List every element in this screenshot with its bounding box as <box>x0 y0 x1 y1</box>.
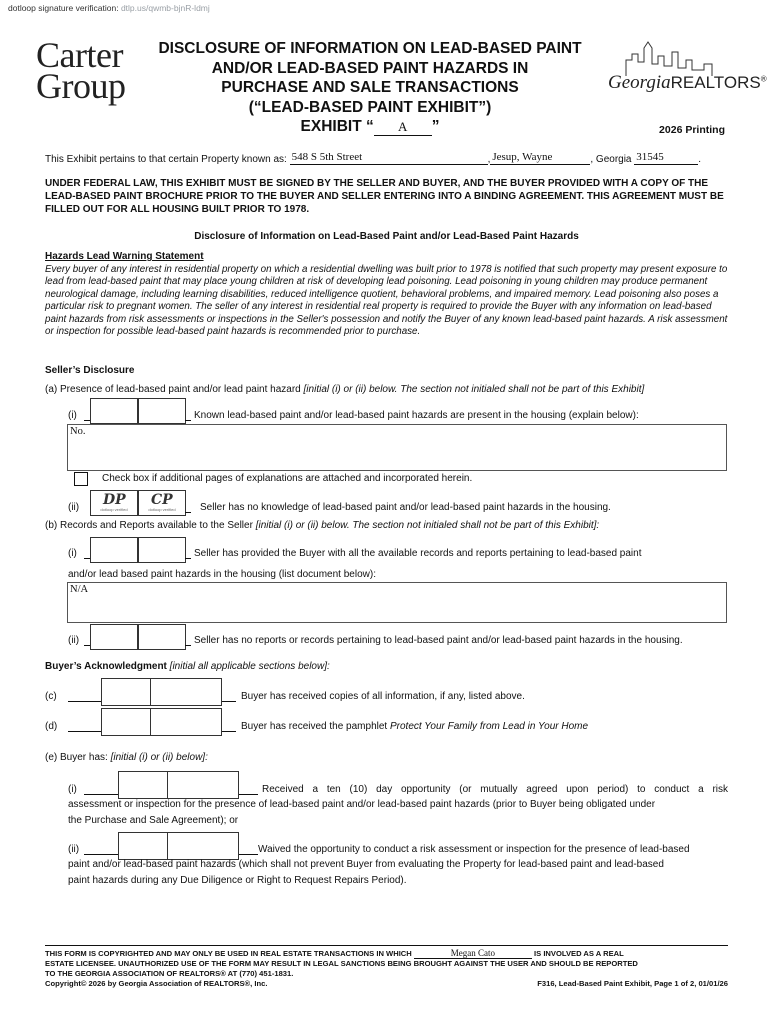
footer-line-2: ESTATE LICENSEE. UNAUTHORIZED USE OF THE FORM MAY RESULT IN LEGAL SANCTIONS BEING BROUGHT AGAINST THE USER AND SHOULD BE REPORTED <box>45 959 638 968</box>
hazards-title: Hazards Lead Warning Statement <box>45 251 204 262</box>
seller-a-ii-text: Seller has no knowledge of lead-based paint and/or lead-based paint hazards in the housing. <box>200 502 611 513</box>
buyer-e-ii-label: (ii) <box>68 844 80 855</box>
footer-copyright: Copyright© 2026 by Georgia Association of REALTORS®, Inc. <box>45 979 268 988</box>
seller-b-note: [initial (i) or (ii) below. The section not initialed shall not be part of this Exhibit]: <box>255 520 600 531</box>
seller-initials-dp: DP <box>103 492 126 508</box>
buyer-d-initial-2[interactable] <box>150 708 222 736</box>
seller-a-ii-label: (ii) <box>68 502 80 513</box>
federal-law-warning: UNDER FEDERAL LAW, THIS EXHIBIT MUST BE SIGNED BY THE SELLER AND BUYER, AND THE BUYER PROVIDED WITH A COPY OF THE LEAD-BASED PAINT BROCHURE PRIOR TO THE BUYER AND SELLER ENTERING INTO A BINDING AGREEMENT. THIS AGREEMENT MUST BE FILLED OUT FOR ALL HOUSING BUILT PRIOR TO 1978. <box>45 178 724 215</box>
property-zip-field[interactable]: 31545 <box>634 151 698 165</box>
seller-b-i-label: (i) <box>68 548 77 559</box>
buyer-e-label: (e) <box>45 752 58 763</box>
footer-line-4 <box>45 979 728 989</box>
pamphlet-title: Protect Your Family from Lead in Your Home <box>389 721 589 732</box>
seller-initials-cp: CP <box>151 492 173 508</box>
seller-a-i-text: Known lead-based paint and/or lead-based paint hazards are present in the housing (explain below): <box>194 410 639 421</box>
georgia-label: , Georgia <box>590 154 632 165</box>
form-title <box>130 39 610 117</box>
registered-mark: ® <box>760 74 767 84</box>
buyer-e-note: [initial (i) or (ii) below]: <box>110 752 208 763</box>
seller-b-i-documents-field[interactable]: N/A <box>67 582 727 623</box>
buyer-c-initial-2[interactable] <box>150 678 222 706</box>
seller-a-text: Presence of lead-based paint and/or lead paint hazard <box>60 384 304 395</box>
footer-line-1 <box>45 948 728 959</box>
georgia-script-text: Georgia <box>608 72 671 93</box>
footer-line-1b: IS INVOLVED AS A REAL <box>534 949 624 958</box>
title-line-3: PURCHASE AND SALE TRANSACTIONS <box>221 79 519 96</box>
disclosure-heading: Disclosure of Information on Lead-Based Paint and/or Lead-Based Paint Hazards <box>194 231 579 242</box>
georgia-realtors-logo <box>608 40 767 102</box>
exhibit-letter-field[interactable]: A <box>374 119 432 136</box>
property-prefix: This Exhibit pertains to that certain Property known as: <box>45 154 287 165</box>
seller-b-ii-text: Seller has no reports or records pertaining to lead-based paint and/or lead-based paint hazards in the housing. <box>194 635 683 646</box>
property-address-field[interactable]: 548 S 5th Street <box>290 151 488 165</box>
buyer-e-text: Buyer has: <box>60 752 111 763</box>
seller-b-text: Records and Reports available to the Seller <box>60 520 256 531</box>
additional-pages-text: Check box if additional pages of explanations are attached and incorporated herein. <box>102 473 473 484</box>
buyer-e-i-label: (i) <box>68 784 77 795</box>
buyer-e-i-initial-2[interactable] <box>167 771 239 799</box>
exhibit-prefix: EXHIBIT “ <box>300 118 374 135</box>
additional-pages-checkbox[interactable] <box>74 472 88 486</box>
logo-carter-text: Carter <box>36 35 123 75</box>
dotloop-verified-stamp-2: dotloop verified <box>148 507 176 512</box>
buyer-e-ii-initial-2[interactable] <box>167 832 239 860</box>
property-line: This Exhibit pertains to that certain Property known as: 548 S 5th Street , Jesup, Wayne , Georgia 31545 . <box>45 151 702 165</box>
skyline-icon <box>608 40 738 76</box>
property-end: . <box>698 154 702 165</box>
buyer-d-line <box>241 721 588 732</box>
carter-group-logo <box>36 35 126 106</box>
title-line-1: DISCLOSURE OF INFORMATION ON LEAD-BASED PAINT <box>158 40 582 57</box>
buyer-e-i-text-3: the Purchase and Sale Agreement); or <box>68 815 239 826</box>
georgia-realtors-wordmark <box>608 72 767 94</box>
exhibit-suffix: ” <box>431 118 440 135</box>
verification-link[interactable]: dtlp.us/qwmb-bjnR-ldmj <box>120 3 210 13</box>
seller-b-ii-label: (ii) <box>68 635 80 646</box>
buyer-d-label: (d) <box>45 721 58 732</box>
buyer-e-ii-text-3: paint hazards during any Due Diligence or Right to Request Repairs Period). <box>68 875 407 886</box>
copyright-footer <box>45 945 728 989</box>
seller-b-i-text: Seller has provided the Buyer with all the available records and reports pertaining to lead-based paint <box>194 548 642 559</box>
buyer-d-text: Buyer has received the pamphlet <box>241 721 390 732</box>
footer-form-id: F316, Lead-Based Paint Exhibit, Page 1 of 2, 01/01/26 <box>537 979 728 988</box>
seller-a-i-explanation-field[interactable]: No. <box>67 424 727 471</box>
footer-line-1a: THIS FORM IS COPYRIGHTED AND MAY ONLY BE USED IN REAL ESTATE TRANSACTIONS IN WHICH <box>45 949 412 958</box>
hazards-statement: Every buyer of any interest in residential property on which a residential dwelling was built prior to 1978 is notified that such property may present exposure to lead from lead-based paint that may place young children at risk of developing lead poisoning. Lead poisoning in young children may produce permanent neurological damage, including learning disabilities, reduced intelligence quotient, behavioral problems, and impaired memory. Lead poisoning also poses a particular risk to pregnant women. The seller of any interest in residential real property is required to provide the Buyer with any information on lead-based paint hazards from risk assessments or inspections in the Seller's possession and notify the Buyer of any known lead-based paint hazards. A risk assessment or inspection for possible lead-based paint hazards is recommended prior to purchase. <box>45 264 728 338</box>
seller-b-i-text-2: and/or lead based paint hazards in the housing (list document below): <box>68 569 376 580</box>
dotloop-verified-stamp-1: dotloop verified <box>100 507 128 512</box>
seller-b-label: (b) <box>45 520 58 531</box>
seller-b-i-initial-1[interactable] <box>90 537 138 563</box>
licensee-name-field[interactable]: Megan Cato <box>414 948 532 959</box>
seller-a-i-label: (i) <box>68 410 77 421</box>
buyer-e-i-text-2: assessment or inspection for the presence of lead-based paint and/or lead-based paint hazards (prior to Buyer being obligated under <box>68 799 656 810</box>
seller-b-ii-initial-1[interactable] <box>90 624 138 650</box>
seller-b-i-initial-2[interactable] <box>138 537 186 563</box>
title-line-2: AND/OR LEAD-BASED PAINT HAZARDS IN <box>211 59 529 77</box>
buyer-e-ii-text-1: Waived the opportunity to conduct a risk assessment or inspection for the presence of lead-based <box>258 844 690 855</box>
seller-a-i-initial-2[interactable] <box>138 398 186 424</box>
dotloop-verification <box>8 3 210 13</box>
logo-group-text: Group <box>36 66 126 106</box>
buyer-ack-heading-line <box>45 661 330 672</box>
seller-a-i-initial-1[interactable] <box>90 398 138 424</box>
seller-b-line <box>45 520 599 531</box>
footer-line-3: TO THE GEORGIA ASSOCIATION OF REALTORS® AT (770) 451-1831. <box>45 969 294 978</box>
buyer-c-label: (c) <box>45 691 57 702</box>
exhibit-line <box>130 118 610 136</box>
seller-b-ii-initial-2[interactable] <box>138 624 186 650</box>
buyer-e-i-text-1: Received a ten (10) day opportunity (or mutually agreed upon period) to conduct a risk <box>262 784 728 795</box>
realtors-text: REALTORS <box>670 73 761 92</box>
seller-a-line <box>45 384 644 395</box>
seller-a-label: (a) <box>45 384 58 395</box>
buyer-c-text: Buyer has received copies of all information, if any, listed above. <box>241 691 525 702</box>
seller-a-ii-initial-2[interactable] <box>138 490 186 516</box>
seller-disclosure-heading: Seller’s Disclosure <box>45 365 135 376</box>
buyer-e-ii-text-2: paint and/or lead-based paint hazards (which shall not prevent Buyer from evaluating the Property for lead-based paint and lead-based <box>68 859 664 870</box>
printing-year: 2026 Printing <box>659 124 725 136</box>
title-line-4: (“LEAD-BASED PAINT EXHIBIT”) <box>248 98 492 116</box>
seller-a-note: [initial (i) or (ii) below. The section not initialed shall not be part of this Exhibit] <box>303 384 645 395</box>
buyer-e-line <box>45 752 208 763</box>
property-city-county-field[interactable]: Jesup, Wayne <box>490 151 590 165</box>
verification-label: dotloop signature verification: <box>8 3 119 13</box>
buyer-ack-heading: Buyer’s Acknowledgment <box>45 661 170 672</box>
seller-a-ii-initial-1[interactable] <box>90 490 138 516</box>
buyer-ack-note: [initial all applicable sections below]: <box>169 661 330 672</box>
